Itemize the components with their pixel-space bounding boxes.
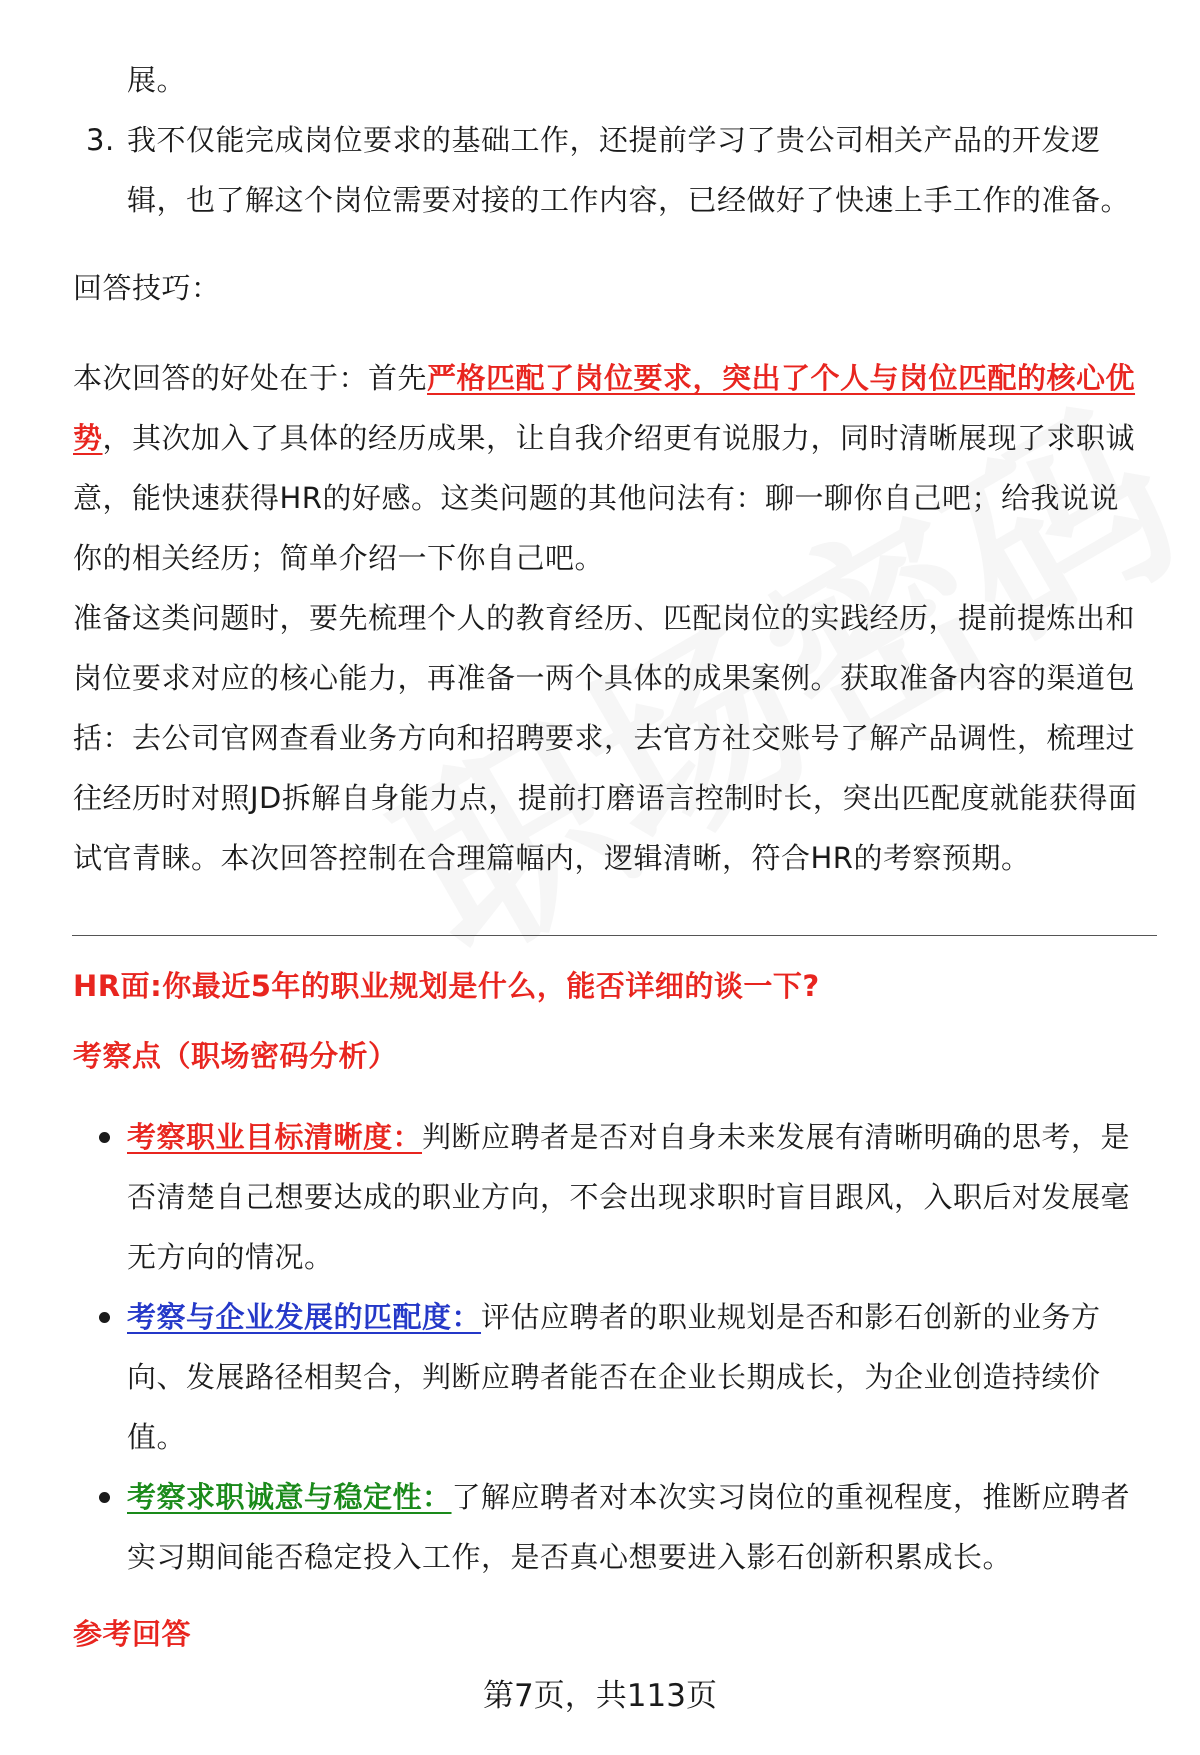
tips-p1-line1 [73, 358, 1135, 398]
point-2-text: 评估应聘者的职业规划是否和影石创新的业务方 [481, 1300, 1101, 1334]
point-2-line1 [127, 1297, 1101, 1337]
point-3-line1 [127, 1477, 1130, 1517]
point-1-line3: 无方向的情况。 [127, 1240, 334, 1274]
point-1-line1 [127, 1117, 1130, 1157]
point-3-label: 考察求职诚意与稳定性： [127, 1480, 452, 1514]
tips-highlight: 严格匹配了岗位要求，突出了个人与岗位匹配的核心优 [427, 361, 1136, 395]
tips-p1-line4: 你的相关经历；简单介绍一下你自己吧。 [73, 541, 605, 575]
point-3-text: 了解应聘者对本次实习岗位的重视程度，推断应聘者 [451, 1480, 1131, 1514]
tips-p1-line1-text: 本次回答的好处在于：首先 [73, 361, 428, 395]
bullet-icon [99, 1312, 110, 1323]
tips-title: 回答技巧： [73, 271, 221, 305]
tips-p2-line5: 试官青睐。本次回答控制在合理篇幅内，逻辑清晰，符合HR的考察预期。 [73, 841, 1031, 875]
point-3-line2: 实习期间能否稳定投入工作，是否真心想要进入影石创新积累成长。 [127, 1540, 1013, 1574]
tips-p1-line3: 意，能快速获得HR的好感。这类问题的其他问法有：聊一聊你自己吧；给我说说 [73, 481, 1119, 515]
page-footer: 第7页，共113页 [483, 1678, 717, 1714]
analysis-title: 考察点（职场密码分析） [73, 1039, 398, 1073]
point-2-line2: 向、发展路径相契合，判断应聘者能否在企业长期成长，为企业创造持续价 [127, 1360, 1101, 1394]
point-1-line2: 否清楚自己想要达成的职业方向，不会出现求职时盲目跟风，入职后对发展毫 [127, 1180, 1131, 1214]
point-2-label: 考察与企业发展的匹配度： [127, 1300, 482, 1334]
tips-highlight-end: 势 [73, 421, 103, 455]
bullet-icon [99, 1132, 110, 1143]
point-2-line3: 值。 [127, 1420, 187, 1454]
point-1-label: 考察职业目标清晰度： [127, 1120, 423, 1154]
tips-p2-line1: 准备这类问题时，要先梳理个人的教育经历、匹配岗位的实践经历，提前提炼出和 [73, 601, 1136, 635]
tips-p2-line4: 往经历时对照JD拆解自身能力点，提前打磨语言控制时长，突出匹配度就能获得面 [73, 781, 1138, 815]
list-continuation: 展。 [127, 63, 187, 97]
bullet-icon [99, 1492, 110, 1503]
tips-p2-line2: 岗位要求对应的核心能力，再准备一两个具体的成果案例。获取准备内容的渠道包 [73, 661, 1136, 695]
list-item-3-line2: 辑，也了解这个岗位需要对接的工作内容，已经做好了快速上手工作的准备。 [127, 183, 1131, 217]
point-1-text: 判断应聘者是否对自身未来发展有清晰明确的思考，是 [422, 1120, 1131, 1154]
list-item-3-line1: 我不仅能完成岗位要求的基础工作，还提前学习了贵公司相关产品的开发逻 [127, 123, 1101, 157]
tips-p1-line2 [73, 418, 1135, 458]
tips-p1-line2-text: ，其次加入了具体的经历成果，让自我介绍更有说服力，同时清晰展现了求职诚 [102, 421, 1136, 455]
answer-title: 参考回答 [73, 1617, 192, 1651]
tips-p2-line3: 括：去公司官网查看业务方向和招聘要求，去官方社交账号了解产品调性，梳理过 [73, 721, 1136, 755]
section-divider [72, 935, 1157, 936]
question-title: HR面:你最近5年的职业规划是什么，能否详细的谈一下? [73, 969, 820, 1003]
list-number-3: 3. [86, 123, 115, 157]
